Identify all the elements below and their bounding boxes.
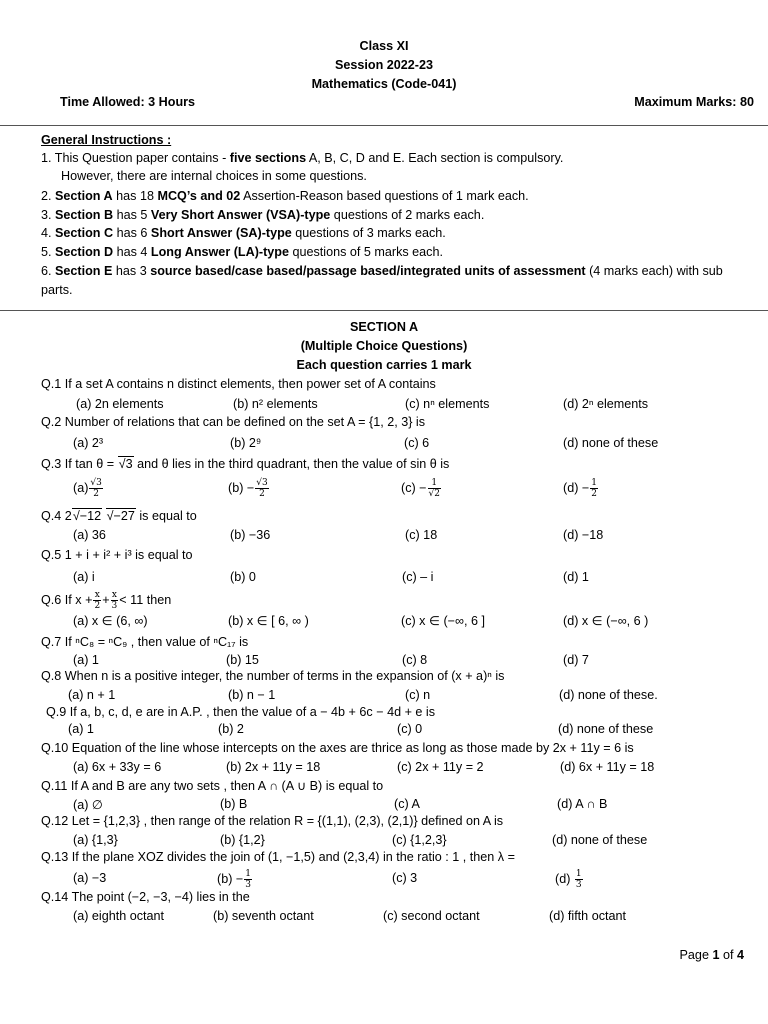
q8-option-a: (a) n + 1 — [68, 688, 116, 702]
divider-middle — [0, 310, 768, 311]
q8-option-b: (b) n − 1 — [228, 688, 276, 702]
q14-option-c: (c) second octant — [383, 909, 480, 923]
q2-option-b: (b) 2⁹ — [230, 436, 262, 450]
q1-option-b: (b) n² elements — [233, 397, 318, 411]
question-8: Q.8 When n is a positive integer, the number of terms in the expansion of (x + a)ⁿ is — [41, 669, 505, 683]
q8-option-d: (d) none of these. — [559, 688, 658, 702]
q2-option-a: (a) 2³ — [73, 436, 104, 450]
q5-option-b: (b) 0 — [230, 570, 256, 584]
q7-option-a: (a) 1 — [73, 653, 99, 667]
question-9: Q.9 If a, b, c, d, e are in A.P. , then the value of a − 4b + 6c − 4d + e is — [46, 705, 436, 719]
q4-option-b: (b) −36 — [230, 528, 271, 542]
question-4: Q.4 2√−12 √−27 is equal to — [41, 509, 197, 523]
subject-title: Mathematics (Code-041) — [311, 77, 457, 91]
q6-option-b: (b) x ∈ [ 6, ∞ ) — [228, 614, 309, 628]
q12-option-a: (a) {1,3} — [73, 833, 118, 847]
q1-option-c: (c) nⁿ elements — [405, 397, 490, 411]
q2-option-d: (d) none of these — [563, 436, 659, 450]
q6-option-d: (d) x ∈ (−∞, 6 ) — [563, 614, 649, 628]
question-7: Q.7 If ⁿC₈ = ⁿC₉ , then value of ⁿC₁₇ is — [41, 635, 249, 649]
q3-option-c: (c) − $\frac{1}{√2}$ — [401, 478, 441, 499]
q10-option-d: (d) 6x + 11y = 18 — [560, 760, 655, 774]
question-5: Q.5 1 + i + i² + i³ is equal to — [41, 548, 193, 562]
maximum-marks: Maximum Marks: 80 — [634, 95, 754, 109]
q3-option-a: (a) $\frac{√3}{2}$ — [73, 478, 102, 499]
section-note: Each question carries 1 mark — [296, 358, 472, 372]
q13-option-c: (c) 3 — [392, 871, 418, 885]
q10-option-a: (a) 6x + 33y = 6 — [73, 760, 162, 774]
q11-option-a: (a) ∅ — [73, 798, 103, 812]
instruction-1-cont: However, there are internal choices in some questions. — [61, 169, 367, 183]
q7-option-d: (d) 7 — [563, 653, 589, 667]
question-3: Q.3 If tan θ = √3 and θ lies in the third quadrant, then the value of sin θ is — [41, 457, 450, 471]
instruction-6: 6. Section E has 3 source based/case based/passage based/integrated units of assessment (4 marks each) with sub — [41, 264, 723, 278]
page-number: Page 1 of 4 — [679, 948, 744, 962]
instruction-1: 1. This Question paper contains - five sections A, B, C, D and E. Each section is compulsory. — [41, 151, 564, 165]
q7-option-b: (b) 15 — [226, 653, 259, 667]
q10-option-c: (c) 2x + 11y = 2 — [397, 760, 484, 774]
instruction-2: 2. Section A has 18 MCQ’s and 02 Assertion-Reason based questions of 1 mark each. — [41, 189, 529, 203]
q5-option-d: (d) 1 — [563, 570, 589, 584]
q12-option-c: (c) {1,2,3} — [392, 833, 447, 847]
question-2: Q.2 Number of relations that can be defined on the set A = {1, 2, 3} is — [41, 415, 426, 429]
q13-option-d: (d) $\frac{1}{3}$ — [555, 869, 582, 890]
q9-option-c: (c) 0 — [397, 722, 423, 736]
q11-option-b: (b) B — [220, 797, 248, 811]
q13-option-a: (a) −3 — [73, 871, 107, 885]
time-allowed: Time Allowed: 3 Hours — [60, 95, 196, 109]
q5-option-a: (a) i — [73, 570, 95, 584]
instruction-5: 5. Section D has 4 Long Answer (LA)-type questions of 5 marks each. — [41, 245, 443, 259]
q2-option-c: (c) 6 — [404, 436, 430, 450]
question-10: Q.10 Equation of the line whose intercepts on the axes are thrice as long as those made by 2x + 11y = 6 is — [41, 741, 634, 755]
section-subtitle: (Multiple Choice Questions) — [300, 339, 468, 353]
q1-option-a: (a) 2n elements — [76, 397, 164, 411]
q12-option-b: (b) {1,2} — [220, 833, 265, 847]
q12-option-d: (d) none of these — [552, 833, 648, 847]
q9-option-a: (a) 1 — [68, 722, 94, 736]
question-1: Q.1 If a set A contains n distinct elements, then power set of A contains — [41, 377, 436, 391]
q9-option-b: (b) 2 — [218, 722, 244, 736]
q14-option-d: (d) fifth octant — [549, 909, 626, 923]
q7-option-c: (c) 8 — [402, 653, 428, 667]
q11-option-c: (c) A — [394, 797, 420, 811]
q8-option-c: (c) n — [405, 688, 431, 702]
q3-option-d: (d) − $\frac{1}{2}$ — [563, 478, 597, 499]
q6-option-a: (a) x ∈ (6, ∞) — [73, 614, 148, 628]
question-14: Q.14 The point (−2, −3, −4) lies in the — [41, 890, 250, 904]
question-12: Q.12 Let = {1,2,3} , then range of the relation R = {(1,1), (2,3), (2,1)} defined on A is — [41, 814, 504, 828]
q13-option-b: (b) − $\frac{1}{3}$ — [217, 869, 251, 890]
q4-option-c: (c) 18 — [405, 528, 438, 542]
q4-option-d: (d) −18 — [563, 528, 604, 542]
section-title: SECTION A — [349, 320, 419, 334]
q4-option-a: (a) 36 — [73, 528, 106, 542]
q14-option-a: (a) eighth octant — [73, 909, 165, 923]
instruction-3: 3. Section B has 5 Very Short Answer (VSA)-type questions of 2 marks each. — [41, 208, 485, 222]
instruction-4: 4. Section C has 6 Short Answer (SA)-type questions of 3 marks each. — [41, 226, 446, 240]
question-11: Q.11 If A and B are any two sets , then A ∩ (A ∪ B) is equal to — [41, 779, 384, 793]
q5-option-c: (c) – i — [402, 570, 434, 584]
instruction-6-cont: parts. — [41, 283, 73, 297]
q9-option-d: (d) none of these — [558, 722, 654, 736]
class-title: Class XI — [359, 39, 409, 53]
divider-top — [0, 125, 768, 126]
question-6: Q.6 If x + $\frac{x}{2}$ + $\frac{x}{3}$ < 11 then — [41, 590, 172, 611]
session-title: Session 2022-23 — [334, 58, 433, 72]
instructions-title: General Instructions : — [41, 133, 172, 147]
q1-option-d: (d) 2ⁿ elements — [563, 397, 649, 411]
q11-option-d: (d) A ∩ B — [557, 797, 608, 811]
q6-option-c: (c) x ∈ (−∞, 6 ] — [401, 614, 485, 628]
q3-option-b: (b) − $\frac{√3}{2}$ — [228, 478, 268, 499]
q14-option-b: (b) seventh octant — [213, 909, 314, 923]
question-13: Q.13 If the plane XOZ divides the join of (1, −1,5) and (2,3,4) in the ratio : 1 , then λ = — [41, 850, 515, 864]
q10-option-b: (b) 2x + 11y = 18 — [226, 760, 321, 774]
